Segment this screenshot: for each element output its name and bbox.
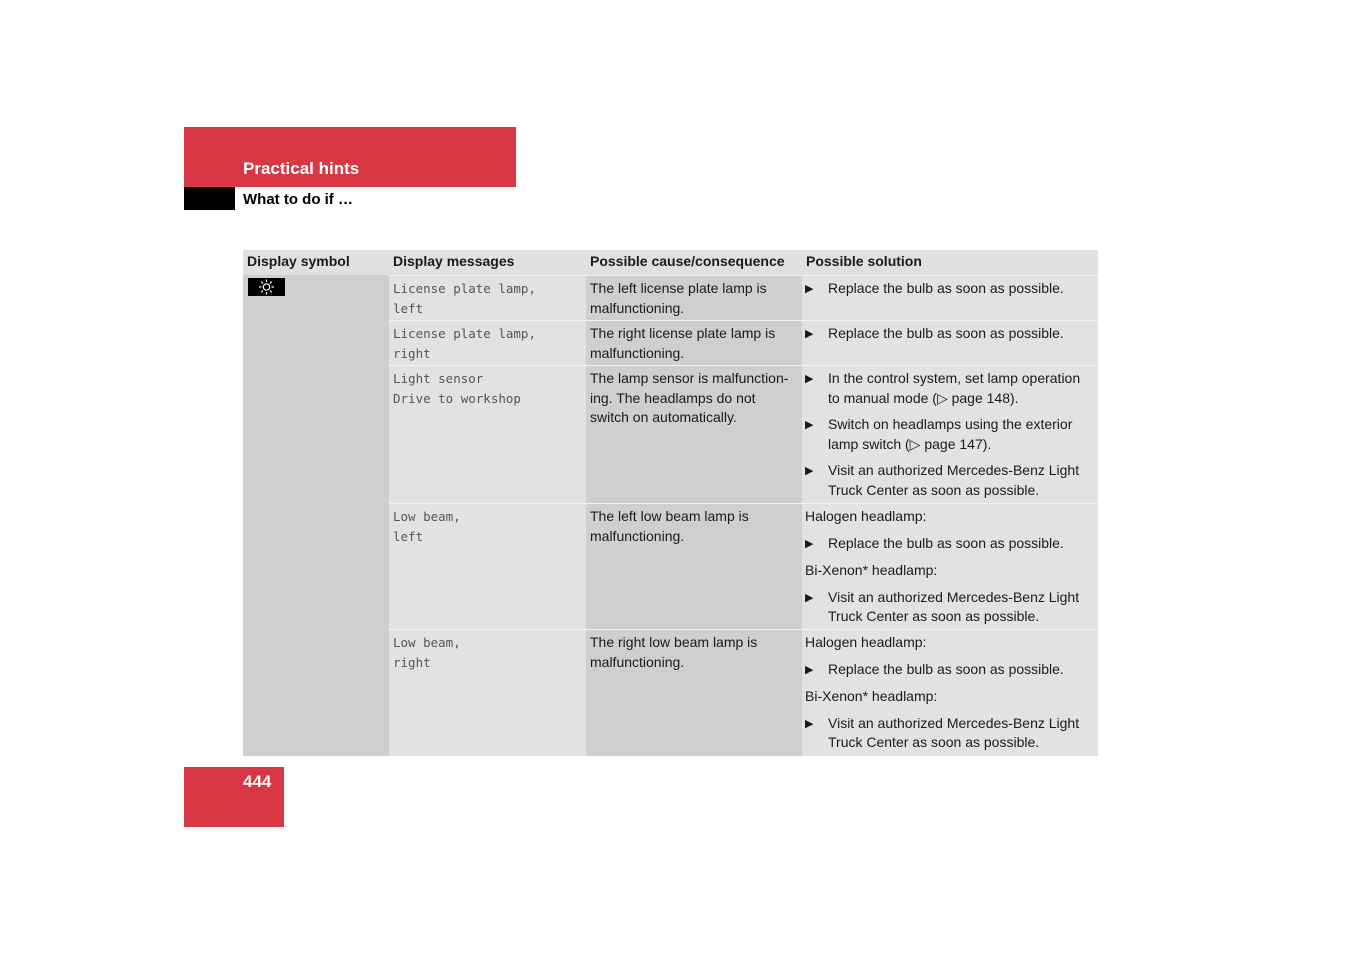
- cause-cell: The lamp sensor is malfunction-ing. The headlamps do not switch on automatically.: [586, 365, 802, 503]
- cause-cell: The left low beam lamp is malfunctioning.: [586, 503, 802, 629]
- row-divider: [389, 320, 1098, 321]
- section-marker: [184, 187, 235, 210]
- solution-label: Halogen headlamp:: [805, 508, 927, 524]
- row-divider: [389, 629, 1098, 630]
- solution-cell: [802, 503, 1098, 629]
- bullet-arrow-icon: ▶: [805, 663, 814, 676]
- solution-cell: [802, 320, 1098, 365]
- cause-cell: The right license plate lamp is malfunctioning.: [586, 320, 802, 365]
- solution-label: Bi-Xenon* headlamp:: [805, 688, 938, 704]
- solution-bullet: ▶ Replace the bulb as soon as possible.: [805, 324, 1094, 345]
- message-line: Low beam,: [393, 509, 461, 524]
- cause-cell: The left license plate lamp is malfunctioning.: [586, 275, 802, 320]
- message-line: Drive to workshop: [393, 390, 521, 406]
- cause-cell: The right low beam lamp is malfunctioning.: [586, 629, 802, 756]
- message-line: right: [393, 654, 431, 670]
- solution-cell: [802, 365, 1098, 503]
- message-line: License plate lamp,: [393, 326, 536, 341]
- column-header-solution: Possible solution: [802, 250, 1098, 275]
- message-cell: [389, 275, 586, 320]
- message-cell: [389, 503, 586, 629]
- solution-bullet: ▶ Switch on headlamps using the exterior lamp switch (▷ page 147).: [805, 416, 1073, 452]
- solution-bullet: ▶ Replace the bulb as soon as possible.: [805, 660, 1094, 681]
- bullet-arrow-icon: ▶: [805, 465, 814, 477]
- bullet-arrow-icon: ▶: [805, 373, 814, 385]
- message-line: left: [393, 528, 424, 544]
- bullet-arrow-icon: ▶: [805, 328, 814, 340]
- message-line: Low beam,: [393, 635, 461, 650]
- message-line: Light sensor: [393, 371, 484, 386]
- message-cell: [389, 320, 586, 365]
- bullet-arrow-icon: ▶: [805, 717, 814, 730]
- column-header-messages: Display messages: [389, 250, 586, 275]
- message-cell: [389, 629, 586, 756]
- row-divider: [389, 365, 1098, 366]
- message-line: right: [393, 345, 431, 361]
- page-number: 444: [243, 772, 272, 791]
- column-header-symbol: Display symbol: [243, 250, 389, 275]
- message-cell: [389, 365, 586, 503]
- bullet-arrow-icon: ▶: [805, 591, 814, 604]
- symbol-cell: [243, 275, 389, 756]
- solution-bullet: ▶ Visit an authorized Mercedes-Benz Light Truck Center as soon as possible.: [805, 588, 1080, 624]
- bullet-arrow-icon: ▶: [805, 537, 814, 550]
- message-line: left: [393, 300, 424, 316]
- solution-cell: [802, 275, 1098, 320]
- exterior-lamp-icon: [248, 278, 285, 296]
- display-messages-table: [243, 250, 1098, 756]
- solution-bullet: ▶ Visit an authorized Mercedes-Benz Light Truck Center as soon as possible.: [805, 714, 1080, 750]
- subsection-title: What to do if …: [243, 191, 353, 208]
- solution-bullet: ▶ Replace the bulb as soon as possible.: [805, 534, 1094, 555]
- bullet-arrow-icon: ▶: [805, 419, 814, 431]
- section-title: Practical hints: [243, 159, 360, 178]
- solution-label: Halogen headlamp:: [805, 634, 927, 650]
- solution-label: Bi-Xenon* headlamp:: [805, 562, 938, 578]
- row-divider: [389, 503, 1098, 504]
- solution-bullet: ▶ Replace the bulb as soon as possible.: [805, 279, 1094, 300]
- solution-bullet: ▶ Visit an authorized Mercedes-Benz Light Truck Center as soon as possible.: [805, 462, 1080, 498]
- column-header-cause: Possible cause/consequence: [586, 250, 802, 275]
- solution-bullet: ▶ In the control system, set lamp operation to manual mode (▷ page 148).: [805, 370, 1081, 406]
- message-line: License plate lamp,: [393, 281, 536, 296]
- solution-cell: [802, 629, 1098, 756]
- row-divider: [389, 275, 1098, 276]
- bullet-arrow-icon: ▶: [805, 283, 814, 295]
